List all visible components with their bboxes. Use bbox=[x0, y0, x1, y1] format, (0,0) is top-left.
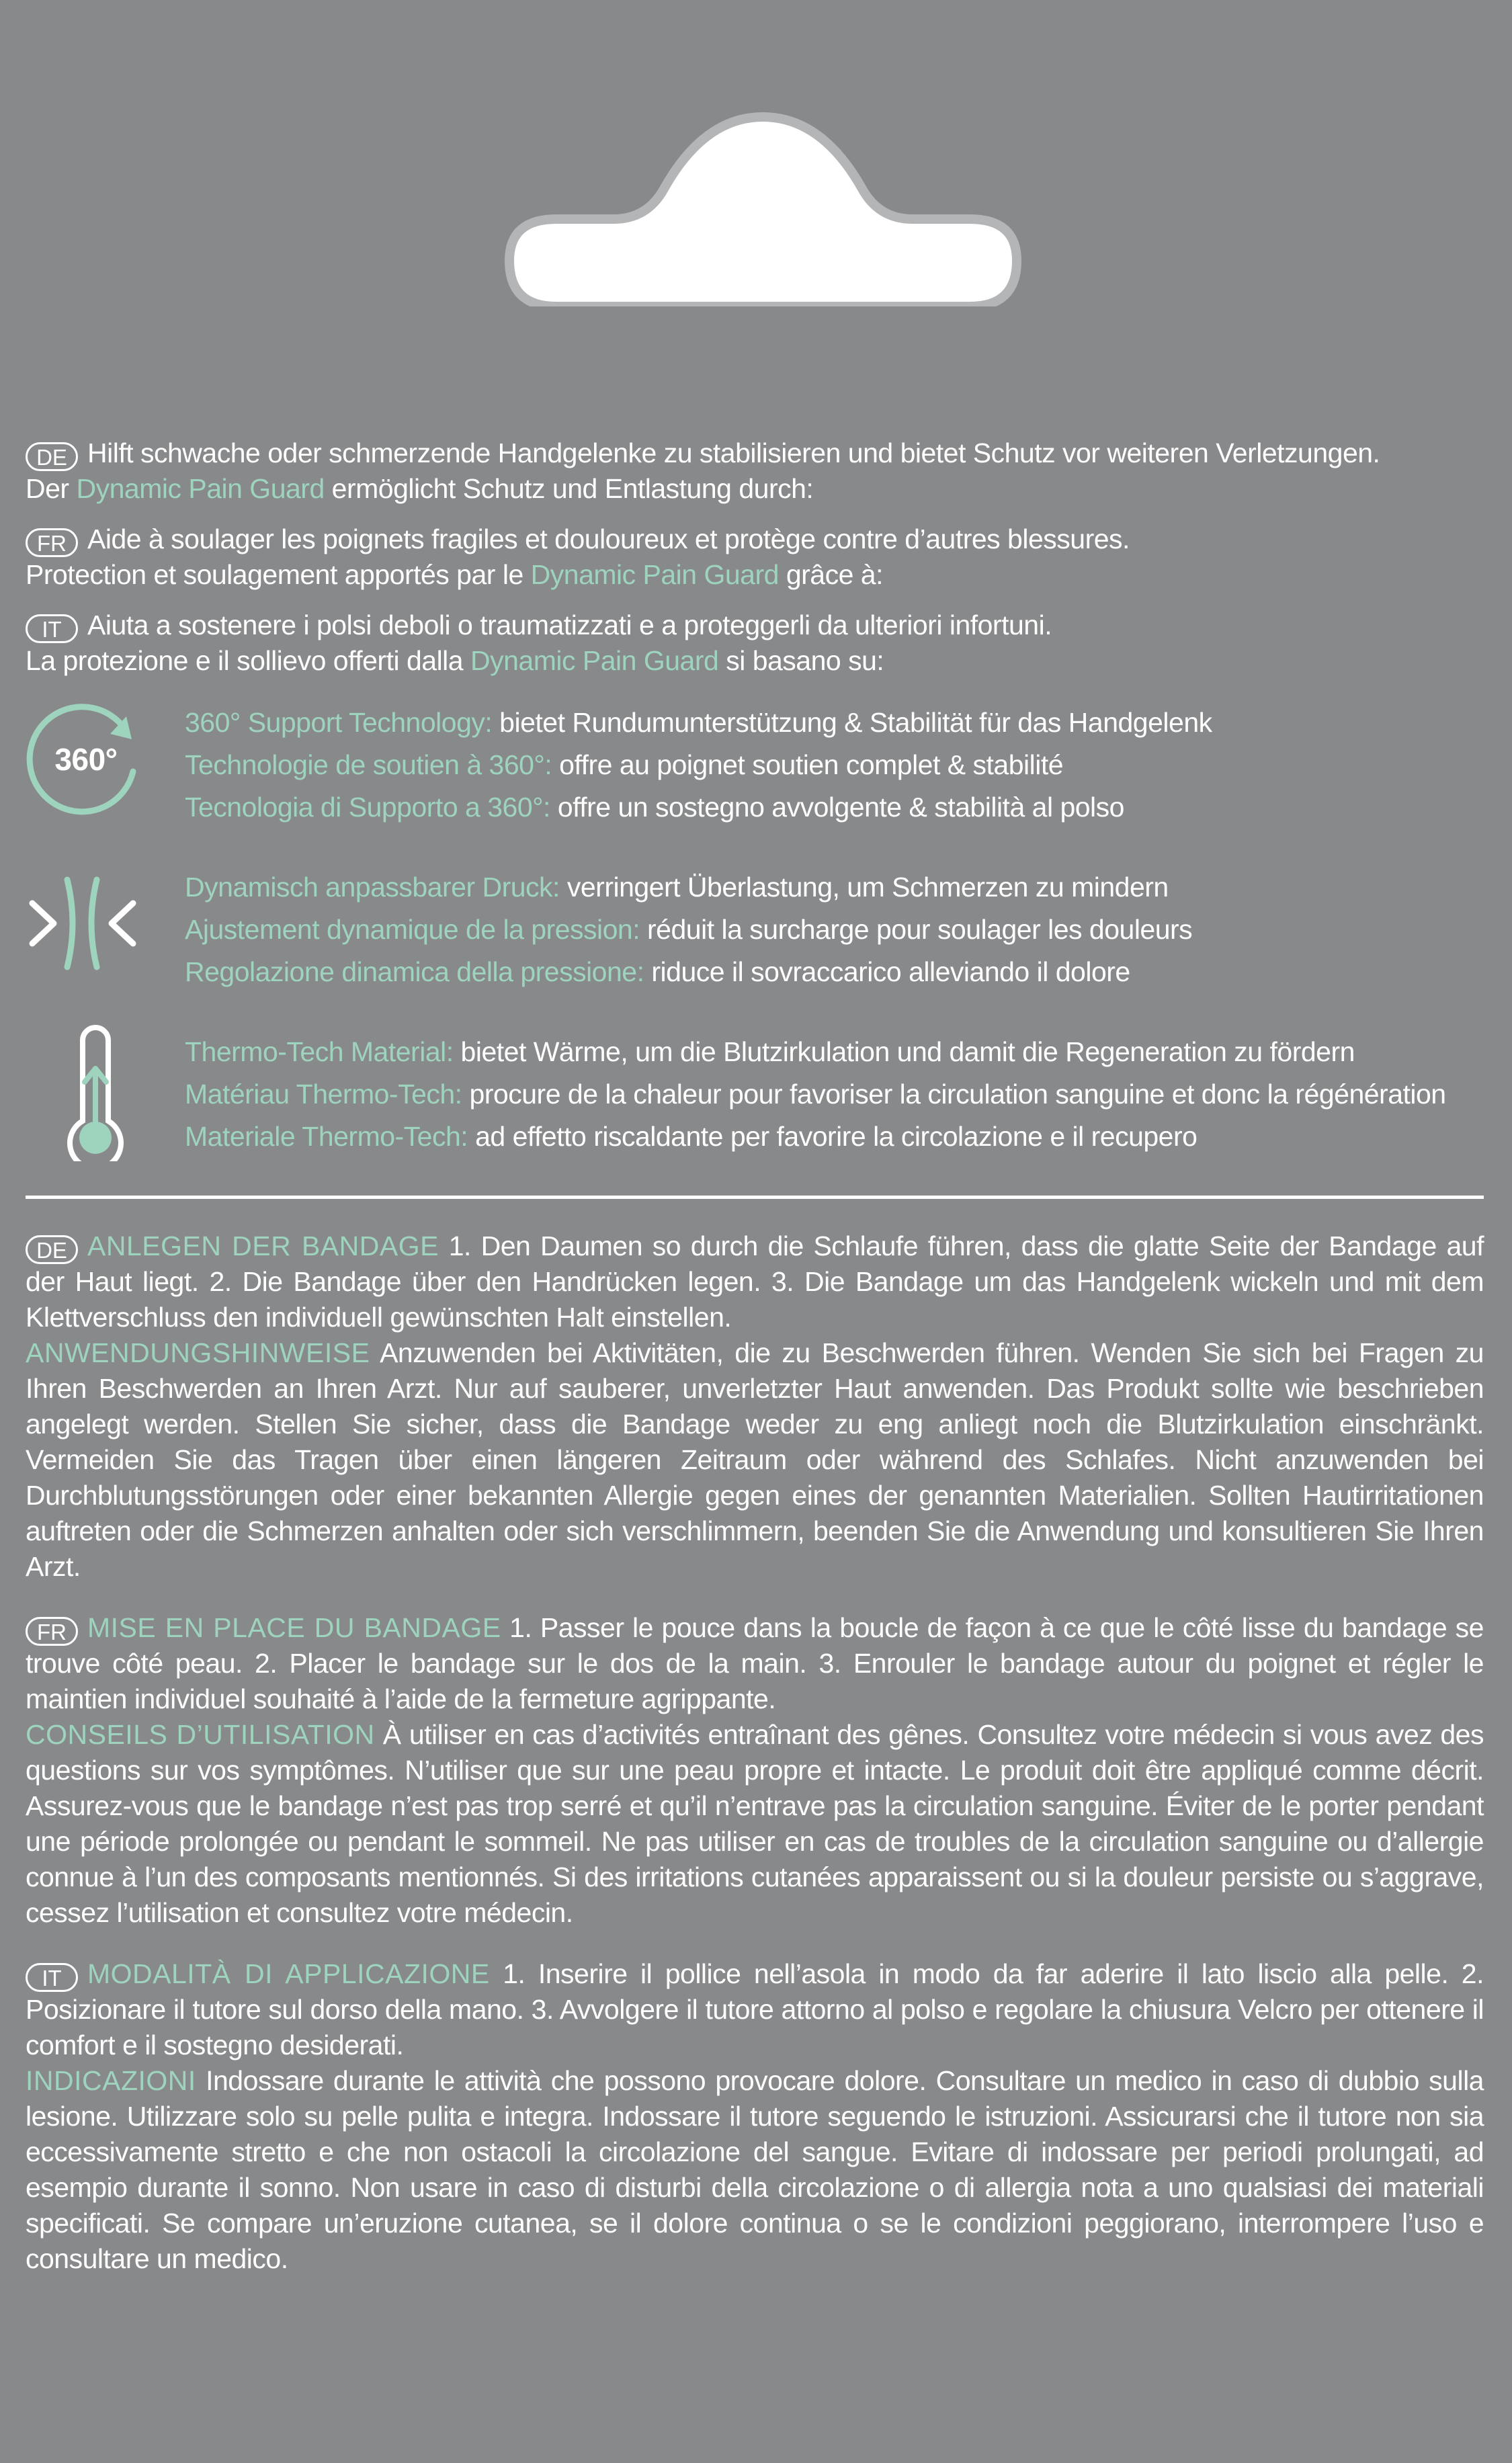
intro-line: Aide à soulager les poignets fragiles et douloureux et protège contre d’autres blessures. bbox=[87, 524, 1130, 554]
feature-desc: bietet Rundumunterstützung & Stabilität für das Handgelenk bbox=[499, 707, 1212, 738]
language-badge: FR bbox=[26, 528, 78, 557]
intro-prefix: Der bbox=[26, 473, 69, 504]
feature-desc: offre au poignet soutien complet & stabilité bbox=[559, 749, 1064, 780]
notes-heading: CONSEILS D’UTILISATION bbox=[26, 1719, 375, 1750]
notes-text: Anzuwenden bei Aktivitäten, die zu Beschwerden führen. Wenden Sie sich bei Fragen zu Ihren Beschwerden an Ihren Arzt. Nur auf sauberer, unverletzter Haut anwenden. Das Produkt sollte wie beschrieben angelegt werden. Stellen Sie sicher, dass die Bandage weder zu eng anliegt noch die Blutzirkulation einschränkt. Vermeiden Sie das Tragen über einen längeren Zeitraum oder während des Schlafes. Nicht anzuwenden bei Durchblutungsstörungen oder einer bekannten Allergie gegen eines der genannten Materialien. Sollten Hautirritationen auftreten oder die Schmerzen anhalten oder sich verschlimmern, beenden Sie die Anwendung und konsultieren Sie Ihren Arzt. bbox=[26, 1337, 1484, 1582]
intro-line: Hilft schwache oder schmerzende Handgelenke zu stabilisieren und bietet Schutz vor weiteren Verletzungen. bbox=[87, 437, 1380, 468]
packaging-text bbox=[26, 435, 1484, 2302]
product-name: Dynamic Pain Guard bbox=[470, 645, 719, 676]
intro-it bbox=[26, 608, 1484, 679]
feature-term: Materiale Thermo-Tech: bbox=[185, 1121, 468, 1152]
feature-term: Regolazione dinamica della pressione: bbox=[185, 956, 644, 987]
feature-line bbox=[185, 744, 1484, 786]
feature-desc: riduce il sovraccarico alleviando il dolore bbox=[651, 956, 1130, 987]
feature-pressure bbox=[26, 866, 1484, 993]
instructions-de bbox=[26, 1228, 1484, 1585]
instructions-fr bbox=[26, 1610, 1484, 1931]
apply-text: 1. Inserire il pollice nell’asola in modo da far aderire il lato liscio alla pelle. 2. Posizionare il tutore sul dorso della mano. 3. Avvolgere il tutore attorno al polso e regolare la chiusura Velcro per ottenere il comfort e il sostegno desiderati. bbox=[26, 1958, 1484, 2060]
intro-line: Aiuta a sostenere i polsi deboli o traumatizzati e a proteggerli da ulteriori infortuni. bbox=[87, 610, 1052, 640]
language-badge: DE bbox=[26, 442, 78, 471]
feature-line bbox=[185, 1031, 1484, 1073]
feature-line bbox=[185, 1073, 1484, 1116]
feature-term: Dynamisch anpassbarer Druck: bbox=[185, 872, 560, 903]
feature-line bbox=[185, 951, 1484, 993]
intro-suffix: ermöglicht Schutz und Entlastung durch: bbox=[331, 473, 814, 504]
thermometer-icon bbox=[52, 1020, 133, 1161]
intro-prefix: La protezione e il sollievo offerti dalla bbox=[26, 645, 464, 676]
apply-text: 1. Passer le pouce dans la boucle de façon à ce que le côté lisse du bandage se trouve côté peau. 2. Placer le bandage sur le dos de la main. 3. Enrouler le bandage autour du poignet et régler le maintien individuel souhaité à l’aide de la fermeture agrippante. bbox=[26, 1612, 1484, 1714]
feature-term: Ajustement dynamique de la pression: bbox=[185, 914, 640, 945]
360-rotation-icon bbox=[26, 696, 153, 824]
instructions-it bbox=[26, 1956, 1484, 2277]
feature-desc: offre un sostegno avvolgente & stabilità al polso bbox=[557, 792, 1124, 823]
product-name: Dynamic Pain Guard bbox=[76, 473, 325, 504]
language-badge: IT bbox=[26, 1963, 78, 1992]
feature-line bbox=[185, 909, 1484, 951]
language-badge: IT bbox=[26, 614, 78, 643]
feature-line bbox=[185, 786, 1484, 829]
apply-heading: MISE EN PLACE DU BANDAGE bbox=[87, 1612, 501, 1643]
feature-term: Technologie de soutien à 360°: bbox=[185, 749, 552, 780]
pressure-arrows-icon bbox=[26, 866, 140, 980]
intro-fr bbox=[26, 521, 1484, 593]
feature-line bbox=[185, 866, 1484, 909]
apply-heading: ANLEGEN DER BANDAGE bbox=[87, 1230, 439, 1261]
feature-desc: bietet Wärme, um die Blutzirkulation und damit die Regeneration zu fördern bbox=[460, 1036, 1355, 1067]
notes-heading: ANWENDUNGSHINWEISE bbox=[26, 1337, 370, 1368]
hang-hole bbox=[499, 105, 1027, 306]
feature-desc: procure de la chaleur pour favoriser la circulation sanguine et donc la régénération bbox=[469, 1079, 1446, 1110]
feature-desc: verringert Überlastung, um Schmerzen zu mindern bbox=[566, 872, 1169, 903]
intro-suffix: grâce à: bbox=[786, 559, 883, 590]
feature-thermo bbox=[26, 1031, 1484, 1158]
feature-360 bbox=[26, 702, 1484, 829]
section-divider bbox=[26, 1196, 1484, 1199]
feature-term: Thermo-Tech Material: bbox=[185, 1036, 454, 1067]
feature-term: 360° Support Technology: bbox=[185, 707, 493, 738]
notes-heading: INDICAZIONI bbox=[26, 2065, 196, 2096]
feature-term: Tecnologia di Supporto a 360°: bbox=[185, 792, 550, 823]
feature-term: Matériau Thermo-Tech: bbox=[185, 1079, 462, 1110]
feature-line bbox=[185, 1116, 1484, 1158]
360-label: 360° bbox=[54, 742, 118, 777]
language-badge: DE bbox=[26, 1235, 78, 1264]
notes-text: Indossare durante le attività che possono provocare dolore. Consultare un medico in caso di dubbio sulla lesione. Utilizzare solo su pelle pulita e integra. Indossare il tutore seguendo le istruzioni. Assicurarsi che il tutore non sia eccessivamente stretto e che non ostacoli la circolazione del sangue. Evitare di indossare per periodi prolungati, ad esempio durante il sonno. Non usare in caso di disturbi della circolazione o di allergia nota a uno qualsiasi dei materiali specificati. Se compare un’eruzione cutanea, se il dolore continua o se le condizioni peggiorano, interrompere l’uso e consultare un medico. bbox=[26, 2065, 1484, 2274]
intro-de bbox=[26, 435, 1484, 507]
product-name: Dynamic Pain Guard bbox=[530, 559, 779, 590]
intro-prefix: Protection et soulagement apportés par le bbox=[26, 559, 523, 590]
feature-desc: réduit la surcharge pour soulager les douleurs bbox=[647, 914, 1193, 945]
feature-list bbox=[26, 702, 1484, 1158]
feature-desc: ad effetto riscaldante per favorire la circolazione e il recupero bbox=[475, 1121, 1198, 1152]
apply-heading: MODALITÀ DI APPLICAZIONE bbox=[87, 1958, 490, 1989]
apply-text: 1. Den Daumen so durch die Schlaufe führen, dass die glatte Seite der Bandage auf der Haut liegt. 2. Die Bandage über den Handrücken legen. 3. Die Bandage um das Handgelenk wickeln und mit dem Klettverschluss den individuell gewünschten Halt einstellen. bbox=[26, 1230, 1484, 1333]
language-badge: FR bbox=[26, 1617, 78, 1646]
intro-suffix: si basano su: bbox=[726, 645, 884, 676]
notes-text: À utiliser en cas d’activités entraînant des gênes. Consultez votre médecin si vous avez des questions sur vos symptômes. N’utiliser que sur une peau propre et intacte. Le produit doit être appliqué comme décrit. Assurez-vous que le bandage n’est pas trop serré et qu’il n’entrave pas la circulation sanguine. Éviter de le porter pendant une période prolongée ou pendant le sommeil. Ne pas utiliser en cas de troubles de la circulation sanguine ou d’allergie connue à l’un des composants mentionnés. Si des irritations cutanées apparaissent ou si la douleur persiste ou s’aggrave, cessez l’utilisation et consultez votre médecin. bbox=[26, 1719, 1484, 1928]
feature-line bbox=[185, 702, 1484, 744]
